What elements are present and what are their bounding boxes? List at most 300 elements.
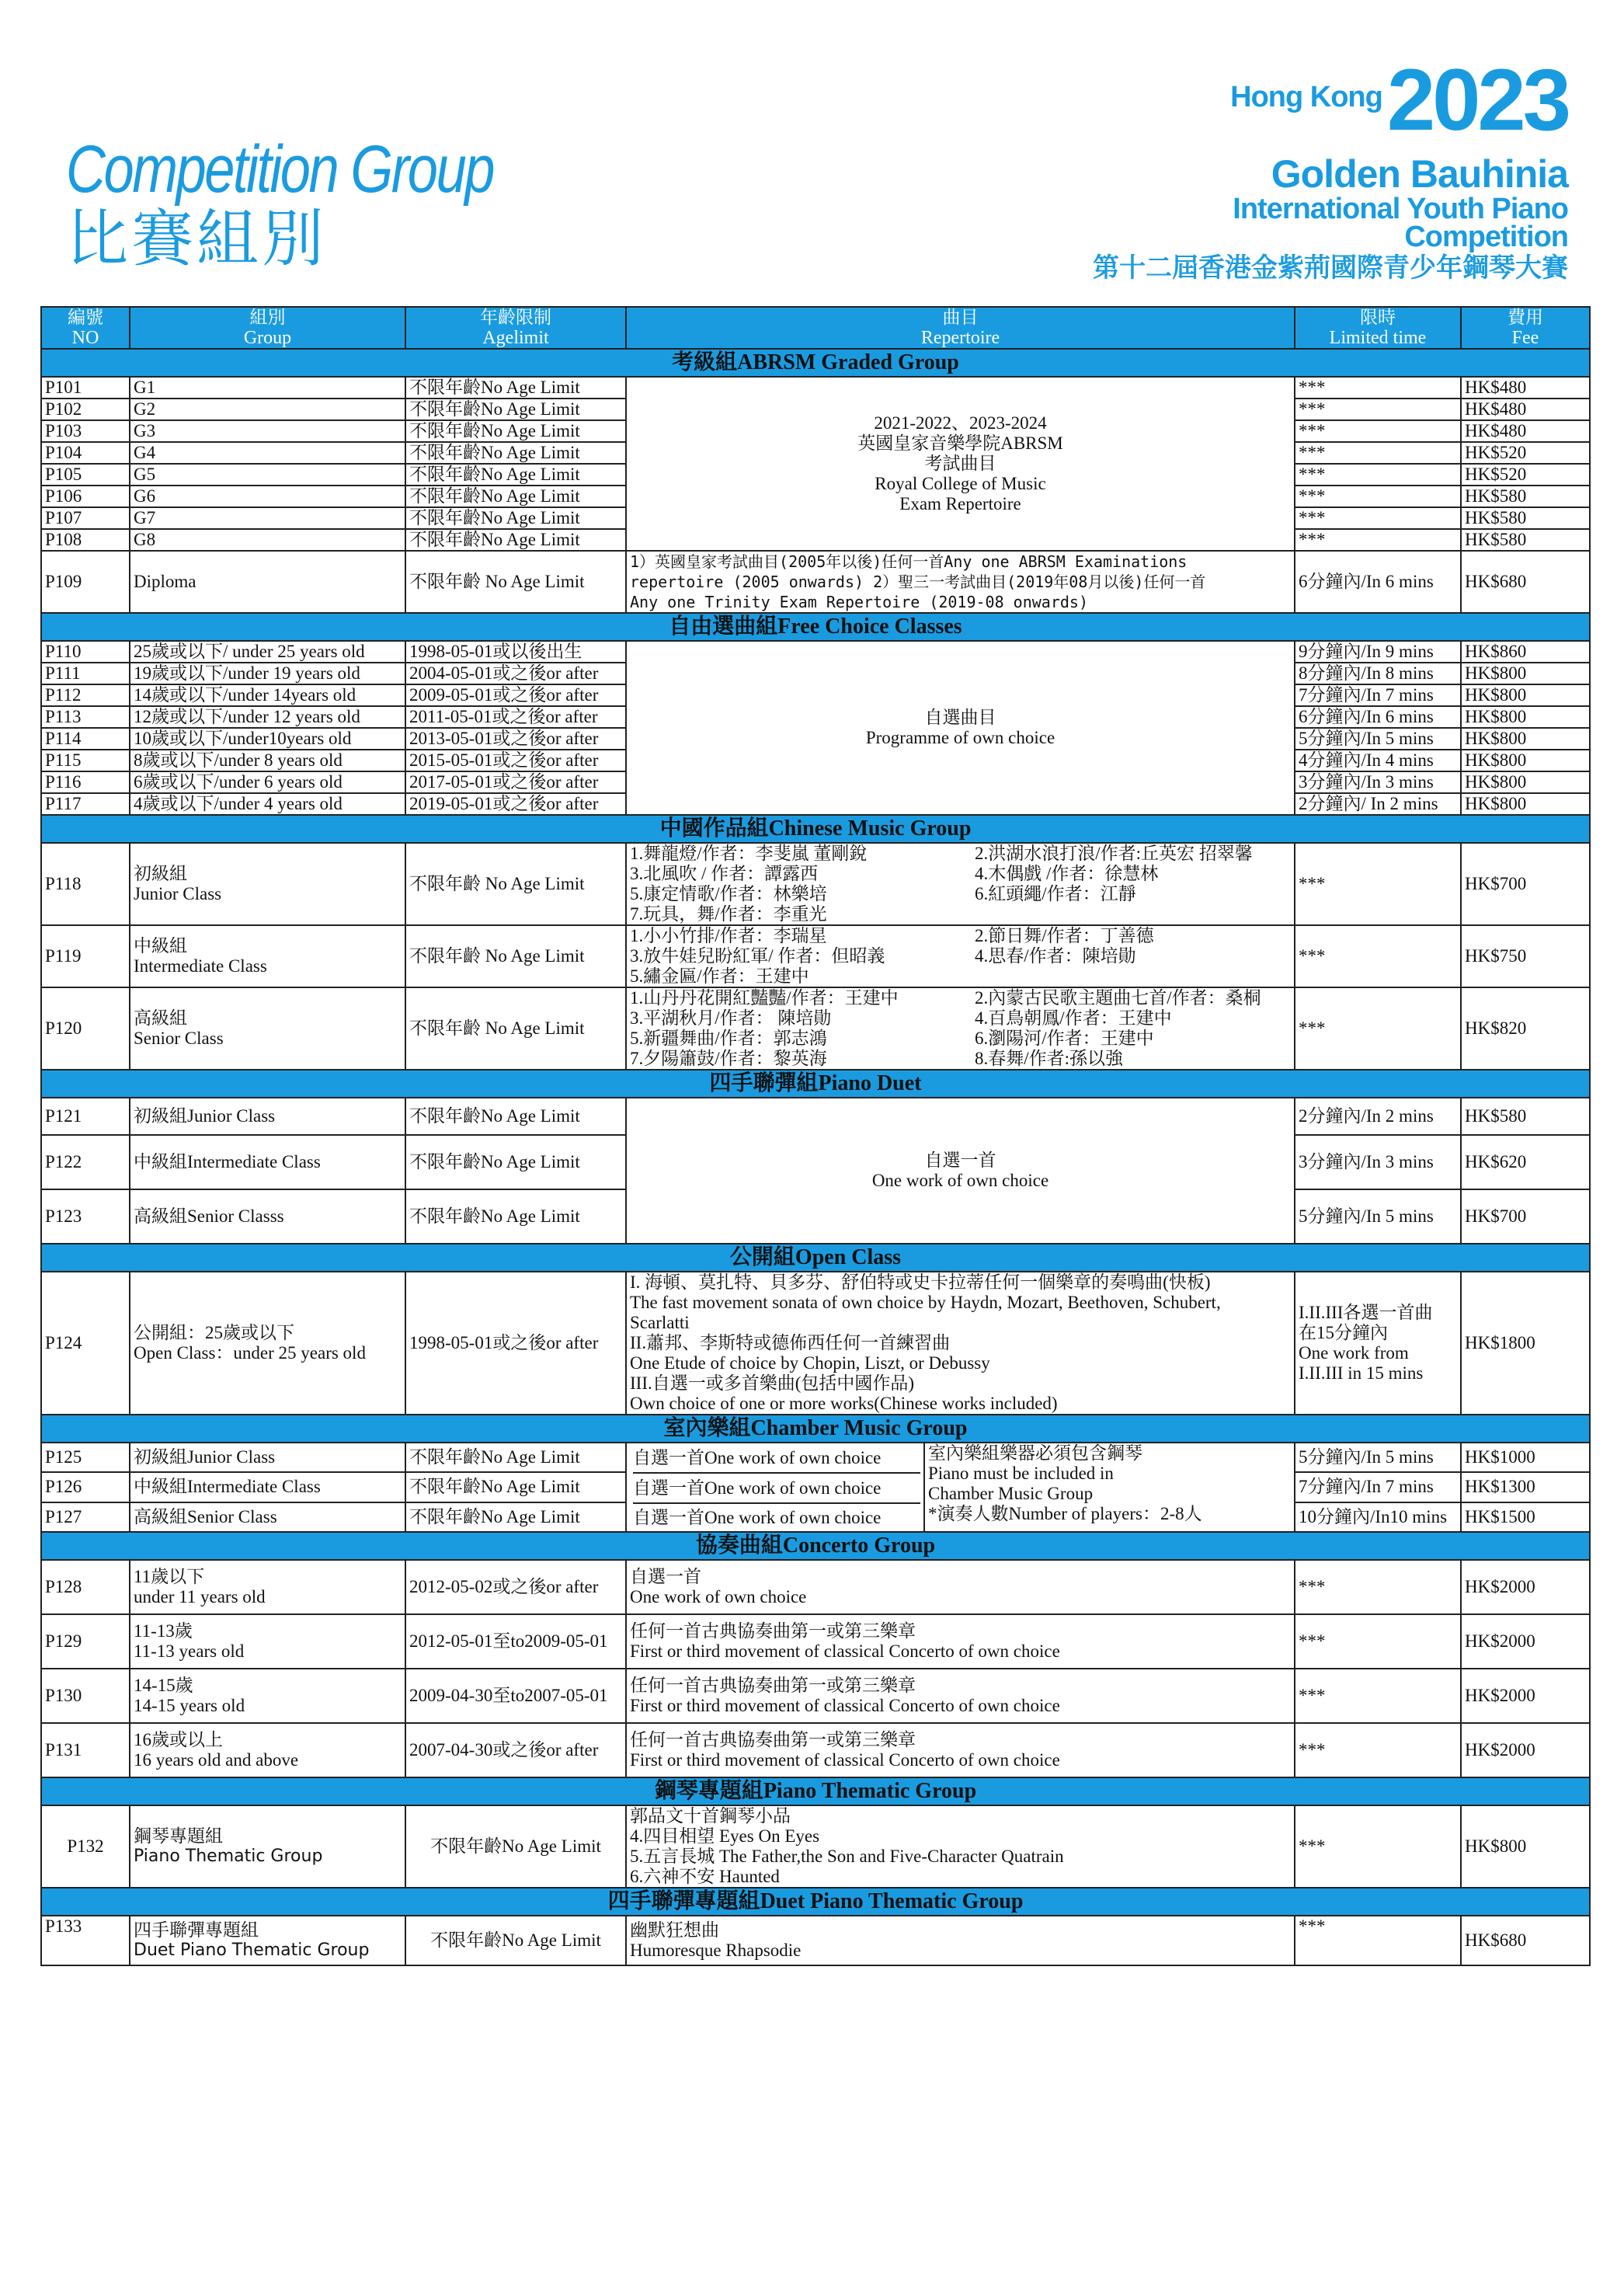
cell-text: P131: [41, 1723, 130, 1777]
cell-text: 5分鐘內/In 5 mins: [1295, 728, 1461, 750]
cell-text: HK$700: [1461, 843, 1590, 925]
cell-text: 5.五言長城 The Father,the Son and Five-Character Quatrain: [630, 1847, 1064, 1866]
cell-text: Programme of own choice: [865, 728, 1055, 747]
section-abrsm: 考級組ABRSM Graded Group: [41, 349, 1590, 377]
table-row: [41, 641, 1590, 663]
cell-text: Junior Class: [134, 884, 222, 903]
table-row: [41, 1916, 1590, 1965]
cell-text: P122: [41, 1135, 130, 1189]
cell-text: One Etude of choice by Chopin, Liszt, or Debussy: [630, 1353, 990, 1373]
cell-text: 2004-05-01或之後or after: [405, 663, 626, 684]
cell-text: 不限年齡No Age Limit: [405, 1135, 626, 1189]
logo-iyp: International Youth Piano: [1233, 193, 1568, 225]
cell-text: 不限年齡 No Age Limit: [405, 551, 626, 613]
title-zh: 比賽組別: [66, 203, 327, 275]
cell-text: 任何一首古典協奏曲第一或第三樂章: [630, 1730, 916, 1749]
section-chinese: 中國作品組Chinese Music Group: [41, 815, 1590, 843]
cell-text: P129: [41, 1614, 130, 1669]
cell-text: P113: [41, 706, 130, 728]
cell-text: 7.玩具，舞/作者：李重光: [630, 904, 827, 924]
cell-text: 自選一首One work of own choice: [633, 1508, 882, 1527]
cell-text: I. 海頓、莫扎特、貝多芬、舒伯特或史卡拉蒂任何一個樂章的奏鳴曲(快板): [630, 1272, 1211, 1292]
cell-text: 任何一首古典協奏曲第一或第三樂章: [630, 1621, 916, 1641]
cell-text: ***: [1295, 1560, 1461, 1614]
cell-text: ***: [1295, 1614, 1461, 1669]
cell-text: 不限年齡No Age Limit: [405, 507, 626, 529]
logo-year: 2023: [1386, 51, 1568, 148]
cell-text: 11-13 years old: [134, 1641, 245, 1661]
cell-text: 4歲或以下/under 4 years old: [130, 793, 405, 815]
cell-text: 不限年齡No Age Limit: [405, 442, 626, 464]
cell-text: P115: [41, 750, 130, 771]
title-en: Competition Group: [66, 132, 494, 207]
section-open: 公開組Open Class: [41, 1244, 1590, 1272]
row-no: P101: [41, 377, 130, 399]
chamber-repertoire: [626, 1443, 1295, 1532]
cell-text: 2009-04-30至to2007-05-01: [405, 1669, 626, 1723]
cell-text: 公開組：25歲或以下: [134, 1323, 294, 1342]
cell-text: 3.北風吹 / 作者：譚露西: [630, 864, 819, 883]
cell-text: ***: [1295, 843, 1461, 925]
cell-text: 16歲或以上: [134, 1730, 223, 1749]
cell-text: HK$480: [1461, 420, 1590, 442]
cell-text: HK$800: [1461, 684, 1590, 706]
cell-text: Intermediate Class: [134, 956, 267, 976]
cell-text: 組別: [249, 308, 286, 328]
cell-text: 6分鐘內/In 6 mins: [1295, 551, 1461, 613]
cell-text: 不限年齡 No Age Limit: [405, 843, 626, 925]
cell-text: *演奏人數Number of players：2-8人: [928, 1504, 1202, 1523]
page-title: [66, 132, 587, 275]
cell-text: 6.瀏陽河/作者：王建中: [975, 1029, 1154, 1048]
chamber-note: [925, 1443, 1291, 1531]
cell-text: 4.木偶戲 /作者：徐慧林: [975, 864, 1159, 883]
cell-text: 8.春舞/作者:孫以強: [975, 1049, 1124, 1068]
cell-text: G8: [130, 529, 405, 551]
cell-text: II.蕭邦、李斯特或德佈西任何一首練習曲: [630, 1333, 951, 1352]
table-row: [41, 1723, 1590, 1777]
col-fee: [1461, 307, 1590, 349]
table-row: [41, 1272, 1590, 1415]
cell-text: 費用: [1508, 308, 1543, 328]
cell-text: 室內樂組樂器必須包含鋼琴: [928, 1443, 1142, 1463]
cell-text: 不限年齡 No Age Limit: [405, 987, 626, 1070]
cell-text: 4.四目相望 Eyes On Eyes: [630, 1826, 820, 1846]
cell-text: Exam Repertoire: [899, 494, 1021, 513]
cell-text: 1998-05-01或之後or after: [405, 1272, 626, 1415]
col-group: [130, 307, 405, 349]
cell-text: 14-15歲: [134, 1676, 193, 1695]
cell-text: HK$800: [1461, 728, 1590, 750]
cell-text: 不限年齡No Age Limit: [405, 420, 626, 442]
cell-text: HK$680: [1461, 1916, 1590, 1965]
cell-text: 限時: [1360, 308, 1396, 328]
row-time: ***: [1295, 377, 1461, 399]
cell-text: 不限年齡No Age Limit: [405, 1472, 626, 1502]
cell-text: repertoire (2005 onwards) 2）聖三一考試曲目(2019年08月以後)任何一首: [630, 573, 1206, 591]
cell-text: HK$800: [1461, 663, 1590, 684]
cell-text: HK$800: [1461, 793, 1590, 815]
cell-text: 不限年齡No Age Limit: [405, 486, 626, 507]
cell-text: HK$2000: [1461, 1669, 1590, 1723]
cell-text: 不限年齡No Age Limit: [405, 1443, 626, 1472]
cell-text: G6: [130, 486, 405, 507]
cell-text: [975, 966, 1285, 987]
cell-text: Diploma: [130, 551, 405, 613]
cell-text: P105: [41, 464, 130, 486]
cell-text: P108: [41, 529, 130, 551]
cell-text: 6.紅頭繩/作者：江靜: [975, 884, 1136, 903]
table-row: [41, 1669, 1590, 1723]
table-row: [41, 843, 1590, 925]
col-no: [41, 307, 130, 349]
row-age: 不限年齡No Age Limit: [405, 377, 626, 399]
cell-text: HK$820: [1461, 987, 1590, 1070]
logo-golden-bauhinia: Golden Bauhinia: [1271, 152, 1568, 196]
cell-text: HK$580: [1461, 529, 1590, 551]
cell-text: P109: [41, 551, 130, 613]
cell-text: 不限年齡No Age Limit: [405, 1098, 626, 1135]
table-row: [41, 925, 1590, 987]
cell-text: 不限年齡No Age Limit: [405, 1502, 626, 1532]
cell-text: 自選一首One work of own choice: [633, 1474, 920, 1504]
cell-text: 4.百鳥朝鳳/作者：王建中: [975, 1008, 1172, 1028]
chinese-pieces: [626, 925, 1295, 987]
cell-text: ***: [1295, 1669, 1461, 1723]
cell-text: 1）英國皇家考試曲目(2005年以後)任何一首Any one ABRSM Examinations: [630, 552, 1188, 571]
section-free-choice: 自由選曲組Free Choice Classes: [41, 613, 1590, 641]
cell-text: 8歲或以下/under 8 years old: [130, 750, 405, 771]
cell-text: ***: [1295, 442, 1461, 464]
cell-text: 中級組Intermediate Class: [130, 1472, 405, 1502]
table-row: [41, 1614, 1590, 1669]
cell-text: 曲目: [942, 308, 979, 328]
cell-text: 6.六神不安 Haunted: [630, 1867, 780, 1886]
cell-text: P124: [41, 1272, 130, 1415]
cell-text: 7分鐘內/In 7 mins: [1295, 1472, 1461, 1502]
cell-text: III.自選一或多首樂曲(包括中國作品): [630, 1373, 915, 1393]
cell-text: 25歲或以下/ under 25 years old: [130, 641, 405, 663]
cell-text: Fee: [1511, 328, 1539, 348]
cell-text: P119: [41, 925, 130, 987]
cell-text: P107: [41, 507, 130, 529]
cell-text: 高級組Senior Class: [130, 1502, 405, 1532]
logo-hong-kong: Hong Kong: [1230, 81, 1382, 113]
cell-text: 14歲或以下/under 14years old: [130, 684, 405, 706]
cell-text: Any one Trinity Exam Repertoire (2019-08 onwards): [630, 593, 1089, 611]
cell-text: I.II.III各選一首曲: [1299, 1303, 1433, 1322]
cell-text: P133: [41, 1916, 130, 1965]
cell-text: 2分鐘內/In 2 mins: [1295, 1098, 1461, 1135]
cell-text: ***: [1295, 925, 1461, 987]
table-row: [41, 987, 1590, 1070]
cell-text: HK$2000: [1461, 1614, 1590, 1669]
cell-text: First or third movement of classical Concerto of own choice: [630, 1750, 1060, 1770]
cell-text: Open Class：under 25 years old: [134, 1343, 366, 1363]
cell-text: HK$680: [1461, 551, 1590, 613]
table-row: [41, 1098, 1590, 1135]
cell-text: 4分鐘內/In 4 mins: [1295, 750, 1461, 771]
logo-competition: Competition: [1404, 221, 1568, 253]
section-duet-thematic: 四手聯彈專題組Duet Piano Thematic Group: [41, 1888, 1590, 1916]
cell-text: 自選一首: [924, 1150, 996, 1170]
cell-text: 初級組: [134, 864, 187, 883]
cell-text: HK$580: [1461, 507, 1590, 529]
cell-text: ***: [1295, 399, 1461, 420]
cell-text: HK$800: [1461, 1805, 1590, 1888]
cell-text: P121: [41, 1098, 130, 1135]
cell-text: Own choice of one or more works(Chinese works included): [630, 1394, 1058, 1413]
cell-text: Repertoire: [920, 328, 1000, 348]
cell-text: 不限年齡No Age Limit: [405, 399, 626, 420]
cell-text: HK$1800: [1461, 1272, 1590, 1415]
cell-text: HK$620: [1461, 1135, 1590, 1189]
cell-text: Agelimit: [482, 328, 549, 348]
table-header-row: [41, 307, 1590, 349]
cell-text: 初級組Junior Class: [130, 1443, 405, 1472]
table-row: [41, 1560, 1590, 1614]
cell-text: 2021-2022、2023-2024: [874, 413, 1047, 433]
cell-text: P128: [41, 1560, 130, 1614]
cell-text: 不限年齡No Age Limit: [405, 1189, 626, 1244]
cell-text: 不限年齡No Age Limit: [405, 464, 626, 486]
cell-text: Piano Thematic Group: [134, 1847, 323, 1866]
cell-text: P127: [41, 1502, 130, 1532]
cell-text: 2015-05-01或之後or after: [405, 750, 626, 771]
cell-text: 2.節日舞/作者：丁善德: [975, 926, 1154, 945]
cell-text: HK$1500: [1461, 1502, 1590, 1532]
cell-text: First or third movement of classical Concerto of own choice: [630, 1641, 1060, 1661]
cell-text: 編號: [68, 308, 103, 328]
cell-text: 任何一首古典協奏曲第一或第三樂章: [630, 1676, 916, 1695]
duet-repertoire: [626, 1098, 1295, 1244]
chinese-pieces: [626, 987, 1295, 1070]
cell-text: 2.洪湖水浪打浪/作者:丘英宏 招翠馨: [975, 844, 1253, 863]
cell-text: Duet Piano Thematic Group: [134, 1941, 370, 1960]
cell-text: ***: [1295, 1805, 1461, 1888]
competition-logo: [1071, 51, 1568, 286]
cell-text: 中級組: [134, 936, 187, 956]
cell-text: Royal College of Music: [875, 474, 1046, 493]
cell-text: 2009-05-01或之後or after: [405, 684, 626, 706]
cell-text: ***: [1295, 486, 1461, 507]
table-row: [41, 551, 1590, 613]
cell-text: 2分鐘內/ In 2 mins: [1295, 793, 1461, 815]
logo-name-zh: 第十二屆香港金紫荊國際青少年鋼琴大賽: [1093, 252, 1568, 284]
cell-text: 14-15 years old: [134, 1696, 245, 1715]
cell-text: P123: [41, 1189, 130, 1244]
table-row: [41, 377, 1590, 399]
cell-text: ***: [1295, 507, 1461, 529]
cell-text: ***: [1295, 1723, 1461, 1777]
cell-text: 7分鐘內/In 7 mins: [1295, 684, 1461, 706]
cell-text: One work of own choice: [871, 1171, 1049, 1190]
cell-text: 不限年齡No Age Limit: [405, 1805, 626, 1888]
cell-text: Piano must be included in: [928, 1464, 1114, 1483]
cell-text: P112: [41, 684, 130, 706]
cell-text: 不限年齡No Age Limit: [405, 529, 626, 551]
cell-text: HK$1000: [1461, 1443, 1590, 1472]
col-time: [1295, 307, 1461, 349]
cell-text: under 11 years old: [134, 1587, 266, 1606]
cell-text: P130: [41, 1669, 130, 1723]
cell-text: HK$520: [1461, 464, 1590, 486]
cell-text: P110: [41, 641, 130, 663]
cell-text: P117: [41, 793, 130, 815]
cell-text: 5分鐘內/In 5 mins: [1295, 1443, 1461, 1472]
cell-text: 高級組: [134, 1008, 187, 1028]
cell-text: Limited time: [1329, 328, 1427, 348]
cell-text: 4.思春/作者：陳培勛: [975, 946, 1136, 966]
abrsm-repertoire: [626, 377, 1295, 551]
cell-text: 年齡限制: [480, 308, 551, 328]
cell-text: 在15分鐘內: [1299, 1323, 1388, 1342]
cell-text: 2011-05-01或之後or after: [405, 706, 626, 728]
cell-text: 英國皇家音樂學院ABRSM: [857, 433, 1063, 453]
cell-text: 不限年齡No Age Limit: [405, 1916, 626, 1965]
open-repertoire: [626, 1272, 1295, 1415]
competition-table: [40, 306, 1591, 1966]
cell-text: 3.平湖秋月/作者： 陳培勛: [630, 1008, 832, 1028]
cell-text: 16 years old and above: [134, 1750, 299, 1770]
cell-text: 1.小小竹排/作者：李瑞星: [630, 926, 827, 945]
cell-text: The fast movement sonata of own choice by Haydn, Mozart, Beethoven, Schubert,: [630, 1293, 1221, 1312]
cell-text: 1.山丹丹花開紅豔豔/作者：王建中: [630, 988, 899, 1008]
cell-text: 5.繡金匾/作者：王建中: [630, 966, 809, 986]
chinese-pieces: [626, 843, 1295, 925]
cell-text: HK$800: [1461, 771, 1590, 793]
cell-text: 3分鐘內/In 3 mins: [1295, 771, 1461, 793]
cell-text: 5.新疆舞曲/作者：郭志鴻: [630, 1029, 827, 1048]
cell-text: ***: [1295, 420, 1461, 442]
cell-text: Humoresque Rhapsodie: [630, 1941, 802, 1960]
cell-text: ***: [1295, 464, 1461, 486]
cell-text: 自選一首One work of own choice: [633, 1443, 920, 1474]
col-age: [405, 307, 626, 349]
section-duet: 四手聯彈組Piano Duet: [41, 1070, 1590, 1098]
cell-text: 5.康定情歌/作者：林樂培: [630, 884, 827, 903]
section-thematic: 鋼琴專題組Piano Thematic Group: [41, 1777, 1590, 1805]
row-group: G1: [130, 377, 405, 399]
col-repertoire: [626, 307, 1295, 349]
cell-text: 6歲或以下/under 6 years old: [130, 771, 405, 793]
cell-text: HK$700: [1461, 1189, 1590, 1244]
cell-text: 不限年齡 No Age Limit: [405, 925, 626, 987]
cell-text: 3.放牛娃兒盼紅軍/ 作者：但昭義: [630, 946, 885, 966]
cell-text: P111: [41, 663, 130, 684]
cell-text: Chamber Music Group: [928, 1484, 1094, 1503]
cell-text: 2013-05-01或之後or after: [405, 728, 626, 750]
row-fee: HK$480: [1461, 377, 1590, 399]
cell-text: 郭品文十首鋼琴小品: [630, 1806, 791, 1826]
cell-text: HK$580: [1461, 486, 1590, 507]
cell-text: HK$1300: [1461, 1472, 1590, 1502]
cell-text: HK$750: [1461, 925, 1590, 987]
cell-text: 7.夕陽簫鼓/作者：黎英海: [630, 1049, 827, 1068]
cell-text: 8分鐘內/In 8 mins: [1295, 663, 1461, 684]
cell-text: 考試曲目: [924, 454, 996, 473]
cell-text: 3分鐘內/In 3 mins: [1295, 1135, 1461, 1189]
section-chamber: 室內樂組Chamber Music Group: [41, 1415, 1590, 1443]
cell-text: 11-13歲: [134, 1621, 193, 1641]
cell-text: 四手聯彈專題組: [134, 1920, 259, 1940]
cell-text: [975, 904, 1285, 924]
cell-text: 1998-05-01或以後出生: [405, 641, 626, 663]
cell-text: 6分鐘內/In 6 mins: [1295, 706, 1461, 728]
cell-text: First or third movement of classical Concerto of own choice: [630, 1696, 1060, 1715]
table-row: [41, 1805, 1590, 1888]
cell-text: G5: [130, 464, 405, 486]
cell-text: 1.舞龍燈/作者：李斐嵐 董剛銳: [630, 844, 868, 863]
cell-text: 10歲或以下/under10years old: [130, 728, 405, 750]
cell-text: P116: [41, 771, 130, 793]
cell-text: P118: [41, 843, 130, 925]
cell-text: P104: [41, 442, 130, 464]
cell-text: G2: [130, 399, 405, 420]
cell-text: 2017-05-01或之後or after: [405, 771, 626, 793]
cell-text: P125: [41, 1443, 130, 1472]
cell-text: P102: [41, 399, 130, 420]
cell-text: 19歲或以下/under 19 years old: [130, 663, 405, 684]
cell-text: HK$800: [1461, 706, 1590, 728]
cell-text: ***: [1295, 529, 1461, 551]
table-row: [41, 1443, 1590, 1472]
cell-text: G3: [130, 420, 405, 442]
cell-text: I.II.III in 15 mins: [1299, 1363, 1424, 1383]
diploma-repertoire: [626, 551, 1295, 613]
cell-text: One work of own choice: [630, 1587, 807, 1606]
cell-text: 鋼琴專題組: [134, 1826, 223, 1846]
cell-text: 5分鐘內/In 5 mins: [1295, 1189, 1461, 1244]
cell-text: 9分鐘內/In 9 mins: [1295, 641, 1461, 663]
cell-text: ***: [1295, 987, 1461, 1070]
cell-text: 2019-05-01或之後or after: [405, 793, 626, 815]
cell-text: 10分鐘內/In10 mins: [1295, 1502, 1461, 1532]
cell-text: 自選一首: [630, 1567, 701, 1586]
cell-text: Senior Class: [134, 1029, 224, 1048]
cell-text: NO: [71, 328, 99, 348]
cell-text: 初級組Junior Class: [130, 1098, 405, 1135]
cell-text: P103: [41, 420, 130, 442]
cell-text: HK$580: [1461, 1098, 1590, 1135]
cell-text: HK$2000: [1461, 1560, 1590, 1614]
cell-text: P126: [41, 1472, 130, 1502]
free-repertoire: [626, 641, 1295, 815]
cell-text: Scarlatti: [630, 1313, 690, 1332]
cell-text: 11歲以下: [134, 1567, 205, 1586]
cell-text: G4: [130, 442, 405, 464]
section-concerto: 協奏曲組Concerto Group: [41, 1532, 1590, 1560]
cell-text: ***: [1295, 1916, 1461, 1965]
cell-text: HK$480: [1461, 399, 1590, 420]
cell-text: G7: [130, 507, 405, 529]
cell-text: 12歲或以下/under 12 years old: [130, 706, 405, 728]
cell-text: 幽默狂想曲: [630, 1920, 719, 1940]
cell-text: HK$800: [1461, 750, 1590, 771]
cell-text: 高級組Senior Classs: [130, 1189, 405, 1244]
cell-text: HK$2000: [1461, 1723, 1590, 1777]
cell-text: 2.內蒙古民歌主題曲七首/作者：桑桐: [975, 988, 1261, 1008]
cell-text: One work from: [1299, 1343, 1409, 1363]
cell-text: 自選曲目: [924, 708, 996, 727]
cell-text: P114: [41, 728, 130, 750]
cell-text: P120: [41, 987, 130, 1070]
cell-text: Group: [243, 328, 292, 348]
cell-text: P106: [41, 486, 130, 507]
cell-text: 中級組Intermediate Class: [130, 1135, 405, 1189]
cell-text: 2007-04-30或之後or after: [405, 1723, 626, 1777]
cell-text: 2012-05-02或之後or after: [405, 1560, 626, 1614]
